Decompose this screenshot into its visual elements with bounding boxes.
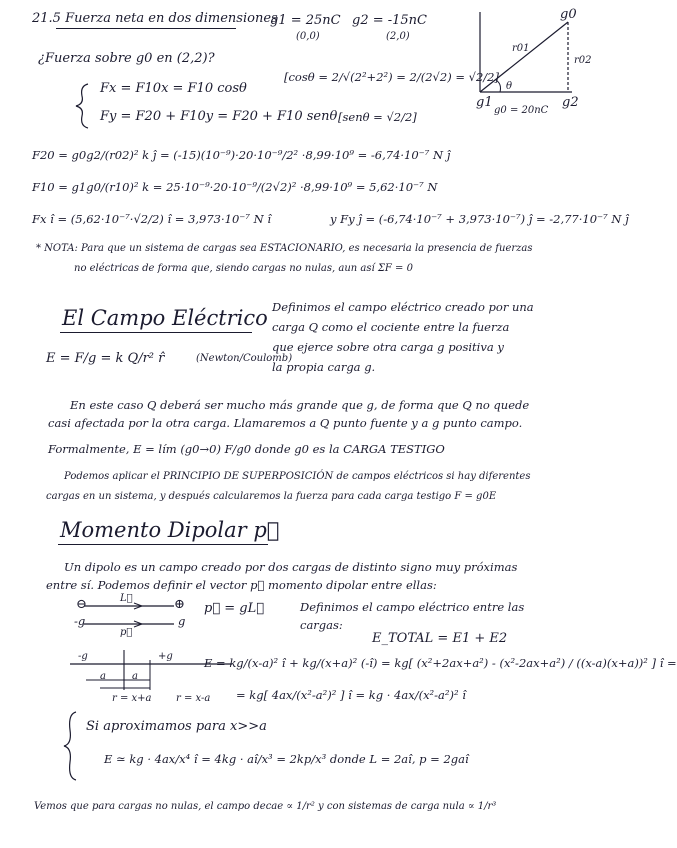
question-line: ¿Fuerza sobre g0 en (2,2)? xyxy=(38,51,215,66)
dipolo-paragraph-1a: Un dipolo es un campo creado por dos cargas de distinto signo muy próximas xyxy=(64,560,518,574)
campo-formula: E = F/g = k Q/r² r̂ xyxy=(46,351,165,366)
conclusion-line: Vemos que para cargas no nulas, el campo decae ∝ 1/r² y con sistemas de carga nula ∝ 1/r³ xyxy=(34,801,497,812)
dipole-positive-charge: ⊕ xyxy=(174,597,185,612)
campo-paragraph-1a: En este caso Q deberá ser mucho más grande que g, de forma que Q no quede xyxy=(70,398,530,412)
axis-neg-charge: -g xyxy=(78,651,88,662)
dipole-e-total: E_TOTAL = E1 + E2 xyxy=(372,631,508,646)
eq-f20: F20 = g0g2/(r02)² k ĵ = (-15)(10⁻⁹)·20·10⁻⁹/2² ·8,99·10⁹ = -6,74·10⁻⁷ N ĵ xyxy=(32,148,451,162)
axis-a-right: a xyxy=(132,671,138,682)
dipole-minus-g: -g xyxy=(74,614,86,628)
diagram-theta: θ xyxy=(506,81,513,92)
diagram-g1-label: g1 xyxy=(476,95,493,110)
dipole-plus-g: g xyxy=(178,614,186,628)
eq-fx: Fx = F10x = F10 cosθ xyxy=(100,81,247,96)
axis-r-plus: r = x+a xyxy=(112,693,152,704)
dipolo-paragraph-1b: entre sí. Podemos definir el vector p⃗ momento dipolar entre ellas: xyxy=(46,578,437,592)
diagram-r01-label: r01 xyxy=(512,43,530,54)
campo-def-3: que ejerce sobre otra carga g positiva y xyxy=(272,340,504,354)
dipole-field-line-2: = kg[ 4ax/(x²-a²)² ] î = kg · 4ax/(x²-a²)² î xyxy=(236,688,466,702)
axis-a-left: a xyxy=(100,671,106,682)
eq-sen: [senθ = √2/2] xyxy=(338,110,417,124)
diagram-g0-value: g0 = 20nC xyxy=(494,105,549,116)
problem-title: 21.5 Fuerza neta en dos dimensiones xyxy=(32,11,278,26)
note-line-1: * NOTA: Para que un sistema de cargas sea ESTACIONARIO, es necesaria la presencia de fuerzas xyxy=(36,243,533,254)
approx-result: E ≃ kg · 4ax/x⁴ î = 4kg · aî/x³ = 2kp/x³ donde L = 2aî, p = 2gaî xyxy=(104,752,469,766)
eq-cos: [cosθ = 2/√(2²+2²) = 2/(2√2) = √2/2] xyxy=(284,70,499,84)
campo-def-4: la propia carga g. xyxy=(272,360,376,374)
dipole-definition-b: cargas: xyxy=(300,618,343,632)
axis-pos-charge: +g xyxy=(158,651,173,662)
charge-g1-position: (0,0) xyxy=(296,31,320,42)
charge-g2-position: (2,0) xyxy=(386,31,410,42)
diagram-g0-label: g0 xyxy=(560,7,577,22)
dipole-moment-equation: p⃗ = gL⃗ xyxy=(204,601,265,616)
section-title-dipolo: Momento Dipolar p⃗ xyxy=(60,518,280,542)
charge-g2: g2 = -15nC xyxy=(352,13,428,28)
section-title-campo: El Campo Eléctrico xyxy=(62,306,268,330)
campo-def-1: Definimos el campo eléctrico creado por una xyxy=(272,300,534,314)
campo-paragraph-3a: Podemos aplicar el PRINCIPIO DE SUPERPOSICIÓN de campos eléctricos si hay diferentes xyxy=(64,471,531,482)
campo-paragraph-2: Formalmente, E = lím (g0→0) F/g0 donde g0 es la CARGA TESTIGO xyxy=(48,442,445,456)
note-line-2: no eléctricas de forma que, siendo cargas no nulas, aun así ΣF = 0 xyxy=(74,263,413,274)
diagram-r02-label: r02 xyxy=(574,55,592,66)
dipole-definition-a: Definimos el campo eléctrico entre las xyxy=(300,600,525,614)
campo-paragraph-1b: casi afectada por la otra carga. Llamaremos a Q punto fuente y a g punto campo. xyxy=(48,416,523,430)
campo-units: (Newton/Coulomb) xyxy=(196,353,293,364)
dipole-p-vector: p⃗ xyxy=(120,627,133,638)
dipole-negative-charge: ⊖ xyxy=(76,597,87,612)
eq-fx-vector: Fx î = (5,62·10⁻⁷·√2/2) î = 3,973·10⁻⁷ N î xyxy=(32,212,272,226)
approx-condition: Si aproximamos para x>>a xyxy=(86,719,267,734)
diagram-g2-label: g2 xyxy=(562,95,579,110)
axis-r-minus: r = x-a xyxy=(176,693,211,704)
eq-f10: F10 = g1g0/(r10)² k = 25·10⁻⁹·20·10⁻⁹/(2√2)² ·8,99·10⁹ = 5,62·10⁻⁷ N xyxy=(32,180,438,194)
eq-fy: Fy = F20 + F10y = F20 + F10 senθ xyxy=(100,109,338,124)
charge-g1: g1 = 25nC xyxy=(270,13,341,28)
campo-paragraph-3b: cargas en un sistema, y después calcularemos la fuerza para cada carga testigo F = g0E xyxy=(46,491,497,502)
dipole-field-line-1: E = kg/(x-a)² î + kg/(x+a)² (-î) = kg[ (x²+2ax+a²) - (x²-2ax+a²) / ((x-a)(x+a))² ] î = xyxy=(204,656,677,670)
dipole-l-vector: L⃗ xyxy=(120,593,133,604)
eq-fy-vector: y Fy ĵ = (-6,74·10⁻⁷ + 3,973·10⁻⁷) ĵ = -2,77·10⁻⁷ N ĵ xyxy=(330,212,629,226)
campo-def-2: carga Q como el cociente entre la fuerza xyxy=(272,320,510,334)
